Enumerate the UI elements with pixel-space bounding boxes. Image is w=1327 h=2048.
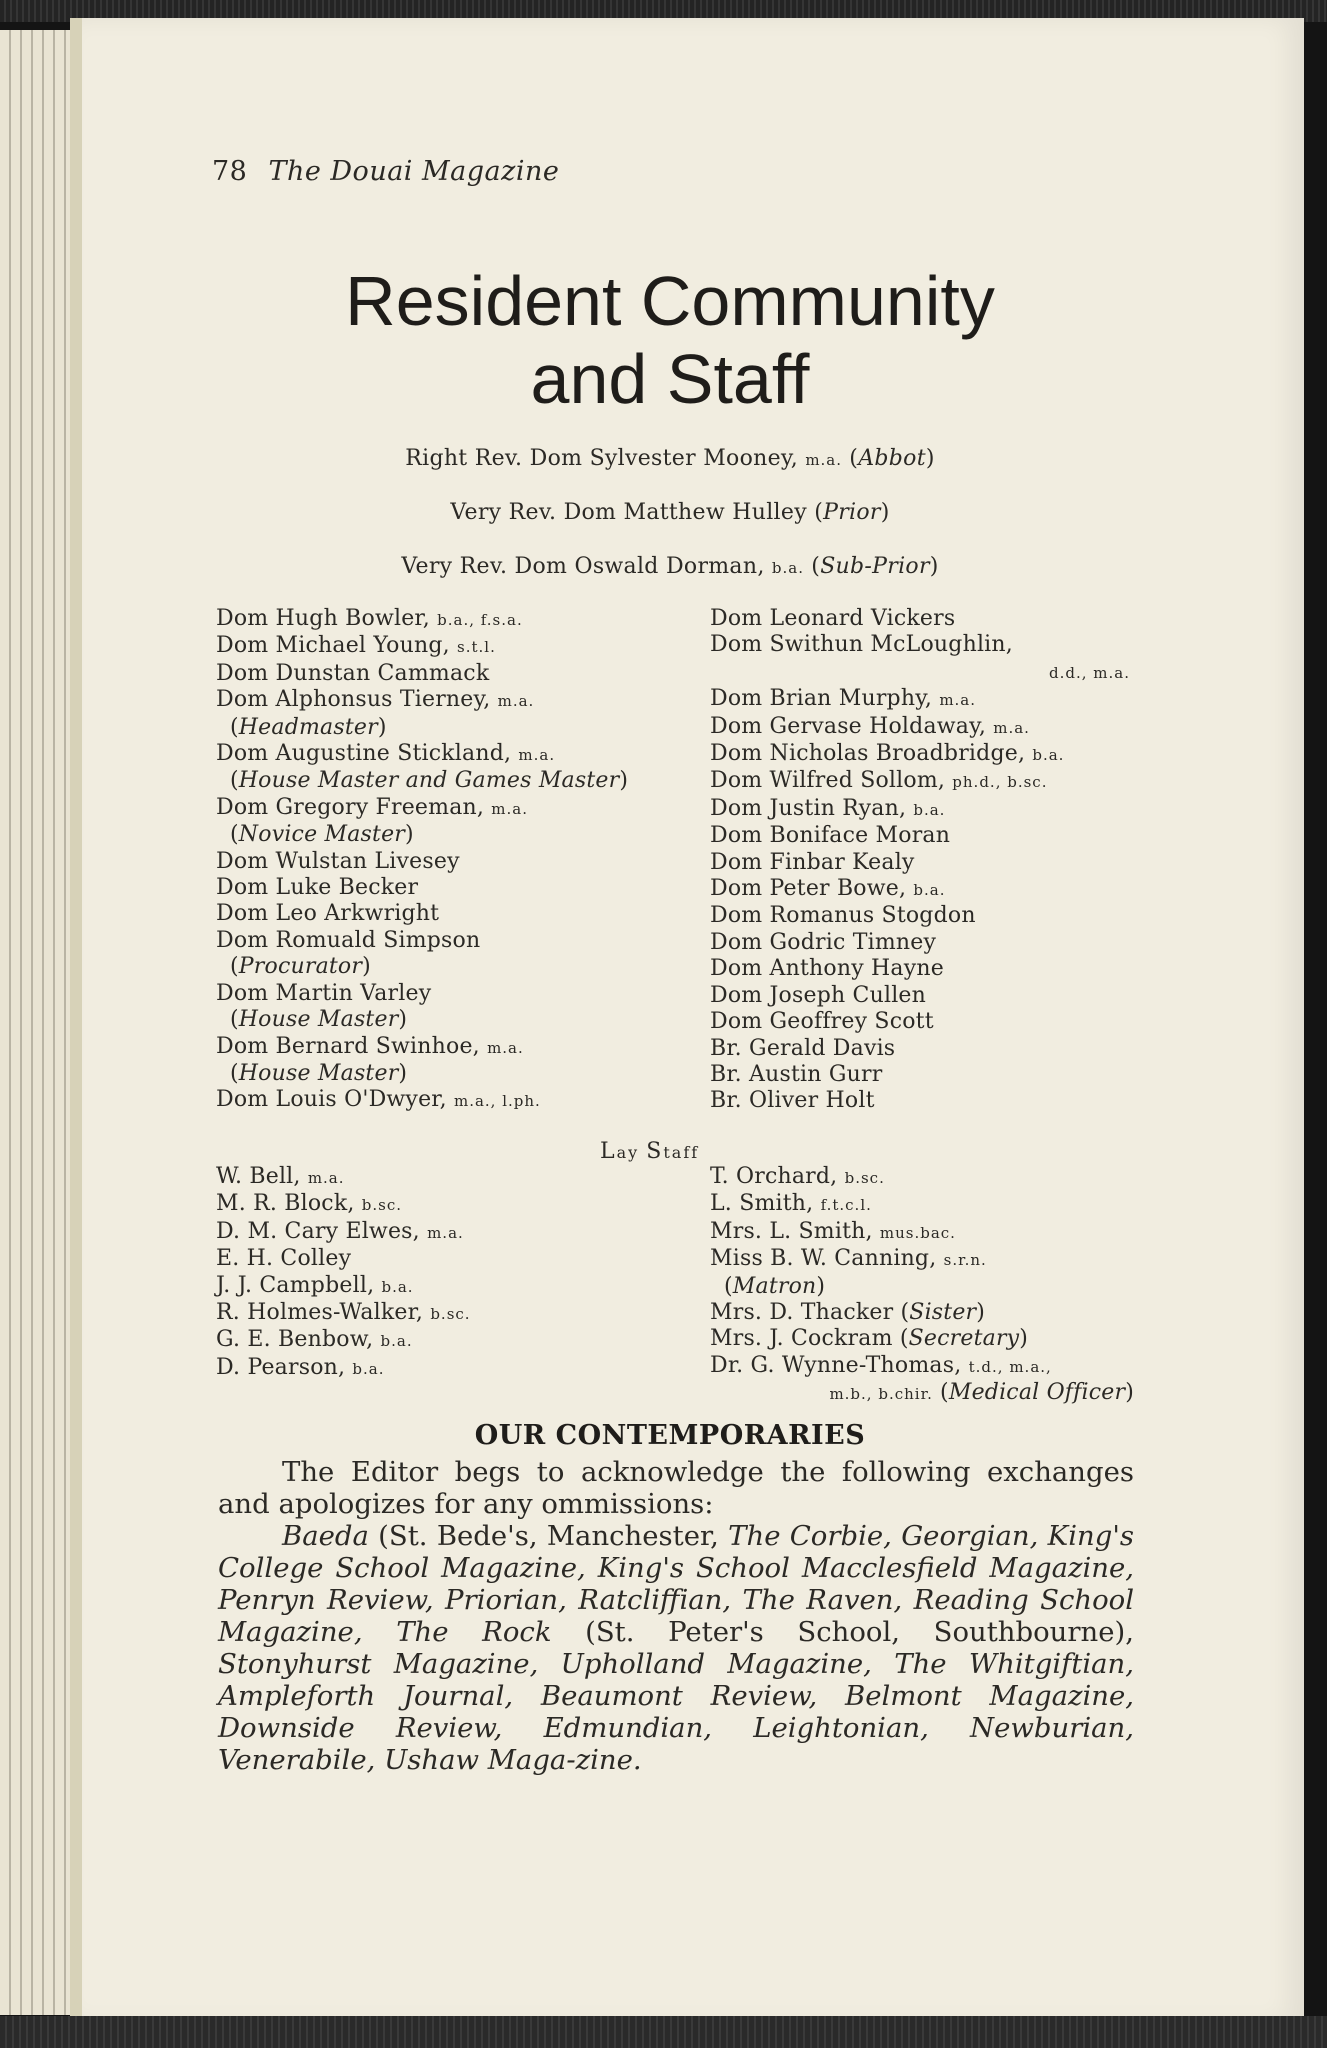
list-item: Dom Augustine Stickland, m.a. — [216, 741, 556, 767]
community-list-left — [216, 606, 628, 1115]
list-item: Dr. G. Wynne-Thomas, t.d., m.a., — [710, 1352, 1052, 1378]
list-item-role: (House Master and Games Master) — [230, 768, 629, 794]
list-item: Dom Michael Young, s.t.l. — [216, 633, 496, 659]
officer-name: Very Rev. Dom Matthew Hulley — [450, 500, 807, 525]
list-item-role: (House Master) — [230, 1060, 408, 1086]
list-item: Dom Dunstan Cammack — [216, 660, 490, 686]
list-item-role: (Novice Master) — [230, 822, 414, 848]
officer-degree: m.a. — [805, 451, 843, 469]
list-item: Br. Oliver Holt — [710, 1088, 875, 1114]
list-item: Dom Joseph Cullen — [710, 982, 927, 1008]
lay-staff-list-right — [710, 1164, 1134, 1408]
list-item: Dom Leo Arkwright — [216, 901, 440, 927]
paragraph-intro: The Editor begs to acknowledge the following exchanges and apologizes for any ommissions: — [218, 1456, 1134, 1520]
officer-role: Sub-Prior — [820, 554, 930, 579]
officer-name: Very Rev. Dom Oswald Dorman, — [401, 554, 765, 579]
officer-role: Abbot — [858, 446, 926, 471]
list-item: Dom Justin Ryan, b.a. — [710, 795, 946, 821]
list-item-role: (Procurator) — [230, 954, 371, 980]
list-item: Dom Peter Bowe, b.a. — [710, 876, 946, 902]
list-item: Dom Romanus Stogdon — [710, 903, 976, 929]
list-item: Dom Swithun McLoughlin, — [710, 632, 1013, 658]
lay-staff-heading: Lay Staff — [600, 1139, 700, 1164]
list-item: Dom Gregory Freeman, m.a. — [216, 794, 528, 820]
list-item: L. Smith, f.t.c.l. — [710, 1191, 872, 1217]
list-item: Dom Godric Timney — [710, 929, 937, 955]
list-item: W. Bell, m.a. — [216, 1164, 345, 1189]
list-item: R. Holmes-Walker, b.sc. — [216, 1300, 471, 1326]
list-item: Br. Austin Gurr — [710, 1061, 883, 1087]
list-item-continuation: d.d., m.a. — [1049, 663, 1130, 682]
list-item: D. Pearson, b.a. — [216, 1354, 385, 1380]
list-item: Dom Romuald Simpson — [216, 927, 481, 953]
list-item: Br. Gerald Davis — [710, 1035, 896, 1061]
list-item: Dom Boniface Moran — [710, 823, 951, 849]
title-line-2: and Staff — [530, 340, 810, 418]
list-item-continuation: m.b., b.chir. (Medical Officer) — [829, 1380, 1134, 1406]
list-item: E. H. Colley — [216, 1246, 352, 1272]
list-item: Mrs. L. Smith, mus.bac. — [710, 1218, 956, 1244]
list-item: Dom Brian Murphy, m.a. — [710, 686, 977, 712]
list-item: Dom Leonard Vickers — [710, 606, 956, 631]
list-item: Dom Hugh Bowler, b.a., f.s.a. — [216, 606, 523, 631]
list-item: T. Orchard, b.sc. — [710, 1164, 885, 1189]
list-item-role: (Headmaster) — [230, 714, 387, 740]
running-head — [212, 156, 559, 187]
list-item: Mrs. J. Cockram (Secretary) — [710, 1326, 1029, 1352]
officer-abbot: Right Rev. Dom Sylvester Mooney, m.a. (Abbot) — [405, 446, 935, 471]
list-item: Dom Wilfred Sollom, ph.d., b.sc. — [710, 768, 1048, 794]
list-item: Dom Alphonsus Tierney, m.a. — [216, 687, 535, 713]
list-item: Mrs. D. Thacker (Sister) — [710, 1300, 986, 1326]
officer-degree: b.a. — [771, 559, 804, 577]
list-item: Dom Martin Varley — [216, 980, 432, 1006]
list-item-role: (Matron) — [724, 1273, 826, 1299]
list-item: D. M. Cary Elwes, m.a. — [216, 1218, 464, 1244]
list-item: Dom Luke Becker — [216, 875, 419, 901]
list-item: Dom Geoffrey Scott — [710, 1009, 934, 1035]
magazine-title: The Douai Magazine — [268, 156, 560, 187]
section-heading: OUR CONTEMPORARIES — [474, 1420, 866, 1451]
binding-edge-bottom — [0, 2016, 1327, 2048]
page-number: 78 — [212, 156, 248, 187]
page-title — [200, 262, 1140, 418]
list-item: Dom Wulstan Livesey — [216, 848, 460, 874]
list-item: Dom Louis O'Dwyer, m.a., l.ph. — [216, 1087, 541, 1113]
list-item: Dom Finbar Kealy — [710, 849, 915, 875]
list-item: J. J. Campbell, b.a. — [216, 1272, 414, 1298]
lay-staff-list-left — [216, 1164, 471, 1382]
list-item: Dom Gervase Holdaway, m.a. — [710, 713, 1030, 739]
list-item-role: (House Master) — [230, 1007, 408, 1033]
list-item: Dom Nicholas Broadbridge, b.a. — [710, 741, 1065, 767]
officer-sub-prior: Very Rev. Dom Oswald Dorman, b.a. (Sub-Prior) — [401, 554, 939, 579]
list-item: M. R. Block, b.sc. — [216, 1191, 403, 1217]
officer-prior: Very Rev. Dom Matthew Hulley (Prior) — [450, 500, 890, 525]
list-item: Dom Bernard Swinhoe, m.a. — [216, 1033, 524, 1059]
paragraph-exchanges: Baeda (St. Bede's, Manchester, The Corbie, Georgian, King's College School Magazine, King's School Macclesfield Magazine, Penryn Review, Priorian, Ratcliffian, The Raven, Reading School Magazine, The Rock (St. Peter's School, Southbourne), Stonyhurst Magazine, Upholland Magazine, The Whitgiftian, Ampleforth Journal, Beaumont Review, Belmont Magazine, Downside Review, Edmundian, Leightonian, Newburian, Venerabile, Ushaw Maga-zine. — [218, 1520, 1135, 1776]
list-item: Dom Anthony Hayne — [710, 956, 944, 982]
list-item: Miss B. W. Canning, s.r.n. — [710, 1246, 987, 1272]
list-item: G. E. Benbow, b.a. — [216, 1327, 413, 1353]
community-list-right — [710, 606, 1130, 1115]
officer-name: Right Rev. Dom Sylvester Mooney, — [405, 446, 799, 471]
officer-role: Prior — [823, 500, 881, 525]
title-line-1: Resident Community — [345, 262, 995, 340]
